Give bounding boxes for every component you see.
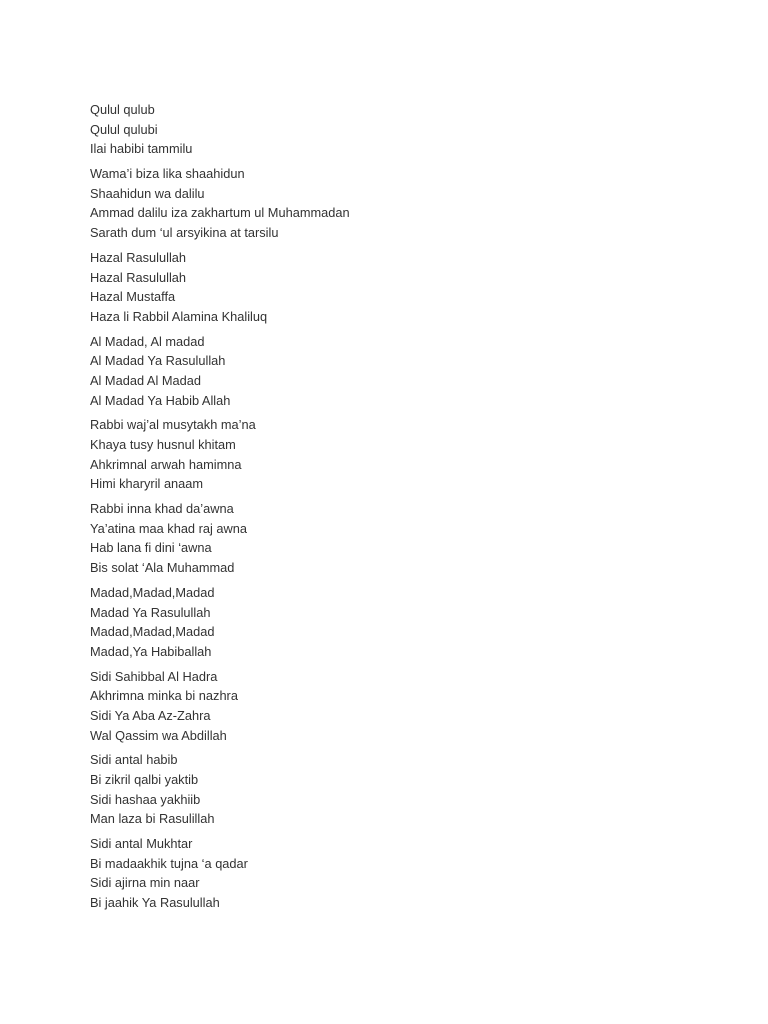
text-line: Al Madad Ya Habib Allah <box>90 392 231 408</box>
text-line: Sarath dum ‘ul arsyikina at tarsilu <box>90 225 279 241</box>
text-line: Haza li Rabbil Alamina Khaliluq <box>90 308 268 324</box>
text-line: Al Madad Al Madad <box>90 372 201 388</box>
document-page <box>90 100 690 918</box>
text-line: Wama’i biza lika shaahidun <box>90 166 245 182</box>
text-line: Sidi ajirna min naar <box>90 875 200 891</box>
text-line: Al Madad Ya Rasulullah <box>90 353 226 369</box>
text-line: Qulul qulubi <box>90 121 158 137</box>
text-line: Sidi Sahibbal Al Hadra <box>90 668 218 684</box>
stanza <box>90 834 690 913</box>
text-line: Rabbi inna khad da’awna <box>90 501 234 517</box>
text-line: Qulul qulub <box>90 102 155 117</box>
text-line: Akhrimna minka bi nazhra <box>90 688 238 704</box>
text-line: Bi jaahik Ya Rasulullah <box>90 895 220 911</box>
text-line: Rabbi waj’al musytakh ma’na <box>90 417 256 433</box>
text-line: Sidi antal Mukhtar <box>90 836 193 852</box>
text-line: Wal Qassim wa Abdillah <box>90 727 227 743</box>
text-line: Bi zikril qalbi yaktib <box>90 772 199 787</box>
text-line: Sidi antal habib <box>90 752 178 768</box>
text-line: Himi kharyril anaam <box>90 476 204 492</box>
text-line: Shaahidun wa dalilu <box>90 185 205 201</box>
stanza <box>90 583 690 662</box>
stanza <box>90 100 690 159</box>
text-line: Madad,Ya Habiballah <box>90 643 212 659</box>
text-line: Hazal Mustaffa <box>90 289 176 305</box>
stanza <box>90 667 690 746</box>
text-line: Ya’atina maa khad raj awna <box>90 520 247 536</box>
text-line: Man laza bi Rasulillah <box>90 811 215 827</box>
stanza <box>90 750 690 829</box>
text-line: Hazal Rasulullah <box>90 269 187 285</box>
text-line: Al Madad, Al madad <box>90 333 205 349</box>
text-line: Hab lana fi dini ‘awna <box>90 540 212 556</box>
text-line: Madad,Madad,Madad <box>90 584 215 600</box>
text-line: Hazal Rasulullah <box>90 249 187 265</box>
stanza <box>90 499 690 578</box>
stanza <box>90 164 690 243</box>
text-line: Ahkrimnal arwah hamimna <box>90 456 242 472</box>
text-line: Bi madaakhik tujna ‘a qadar <box>90 855 248 871</box>
text-line: Sidi Ya Aba Az-Zahra <box>90 707 211 723</box>
text-line: Sidi hashaa yakhiib <box>90 791 201 807</box>
text-line: Madad Ya Rasulullah <box>90 604 211 620</box>
text-line: Khaya tusy husnul khitam <box>90 437 236 452</box>
text-line: Bis solat ‘Ala Muhammad <box>90 560 235 576</box>
stanza <box>90 415 690 494</box>
stanza <box>90 332 690 411</box>
text-line: Madad,Madad,Madad <box>90 624 215 640</box>
text-line: Ilai habibi tammilu <box>90 141 193 157</box>
stanza <box>90 248 690 327</box>
text-line: Ammad dalilu iza zakhartum ul Muhammadan <box>90 205 350 221</box>
